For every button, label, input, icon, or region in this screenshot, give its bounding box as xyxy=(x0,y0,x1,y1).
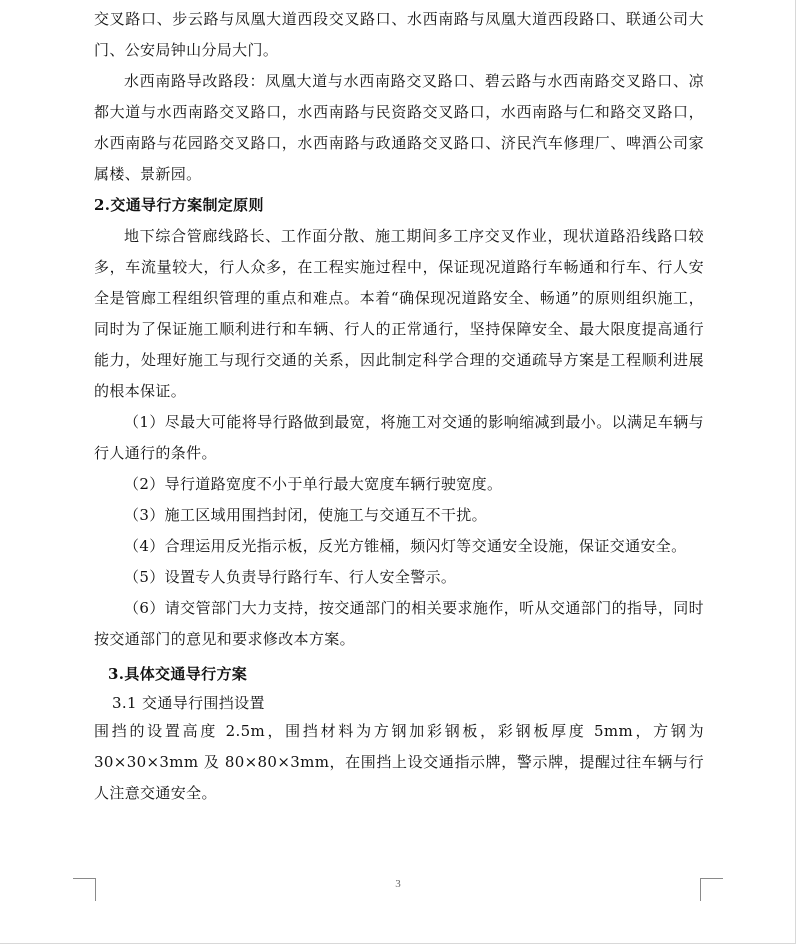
paragraph-enclosure-specification: 围挡的设置高度 2.5m，围挡材料为方钢加彩钢板，彩钢板厚度 5mm，方钢为 30×30×3mm 及 80×80×3mm，在围挡上设交通指示牌，警示牌，提醒过往车辆与行人注意交通安全。 xyxy=(94,722,704,802)
page-number: 3 xyxy=(395,878,401,890)
list-item-principle-6: （6）请交管部门大力支持，按交通部门的相关要求施作，听从交通部门的指导，同时按交通部门的意见和要求修改本方案。 xyxy=(94,599,704,648)
list-item-principle-1: （1）尽最大可能将导行路做到最宽，将施工对交通的影响缩减到最小。以满足车辆与行人通行的条件。 xyxy=(94,413,704,462)
section-heading-principles: 2.交通导行方案制定原则 xyxy=(94,196,264,214)
paragraph-intersections-continued: 交叉路口、步云路与凤凰大道西段交叉路口、水西南路与凤凰大道西段路口、联通公司大门、公安局钟山分局大门。 xyxy=(94,10,704,59)
list-item-principle-5: （5）设置专人负责导行路行车、行人安全警示。 xyxy=(124,568,457,586)
paragraph-principles-description: 地下综合管廊线路长、工作面分散、施工期间多工序交叉作业，现状道路沿线路口较多，车流量较大，行人众多，在工程实施过程中，保证现况道路行车畅通和行车、行人安全是管廊工程组织管理的重点和难点。本着“确保现况道路安全、畅通”的原则组织施工，同时为了保证施工顺利进行和车辆、行人的正常通行，坚持保障安全、最大限度提高通行能力，处理好施工与现行交通的关系，因此制定科学合理的交通疏导方案是工程顺利进展的根本保证。 xyxy=(94,227,704,400)
page-content xyxy=(94,4,704,809)
list-item-principle-3: （3）施工区域用围挡封闭，使施工与交通互不干扰。 xyxy=(124,506,487,524)
paragraph-shuixi-south-road-diversion: 水西南路导改路段：凤凰大道与水西南路交叉路口、碧云路与水西南路交叉路口、凉都大道与水西南路交叉路口，水西南路与民资路交叉路口，水西南路与仁和路交叉路口，水西南路与花园路交叉路口，水西南路与政通路交叉路口、济民汽车修理厂、啤酒公司家属楼、景新园。 xyxy=(94,72,704,183)
section-heading-traffic-plan: 3.具体交通导行方案 xyxy=(108,665,248,683)
subsection-heading-enclosure: 3.1 交通导行围挡设置 xyxy=(112,694,265,712)
list-item-principle-2: （2）导行道路宽度不小于单行最大宽度车辆行驶宽度。 xyxy=(124,475,503,493)
list-item-principle-4: （4）合理运用反光指示板，反光方锥桶，频闪灯等交通安全设施，保证交通安全。 xyxy=(124,537,687,555)
